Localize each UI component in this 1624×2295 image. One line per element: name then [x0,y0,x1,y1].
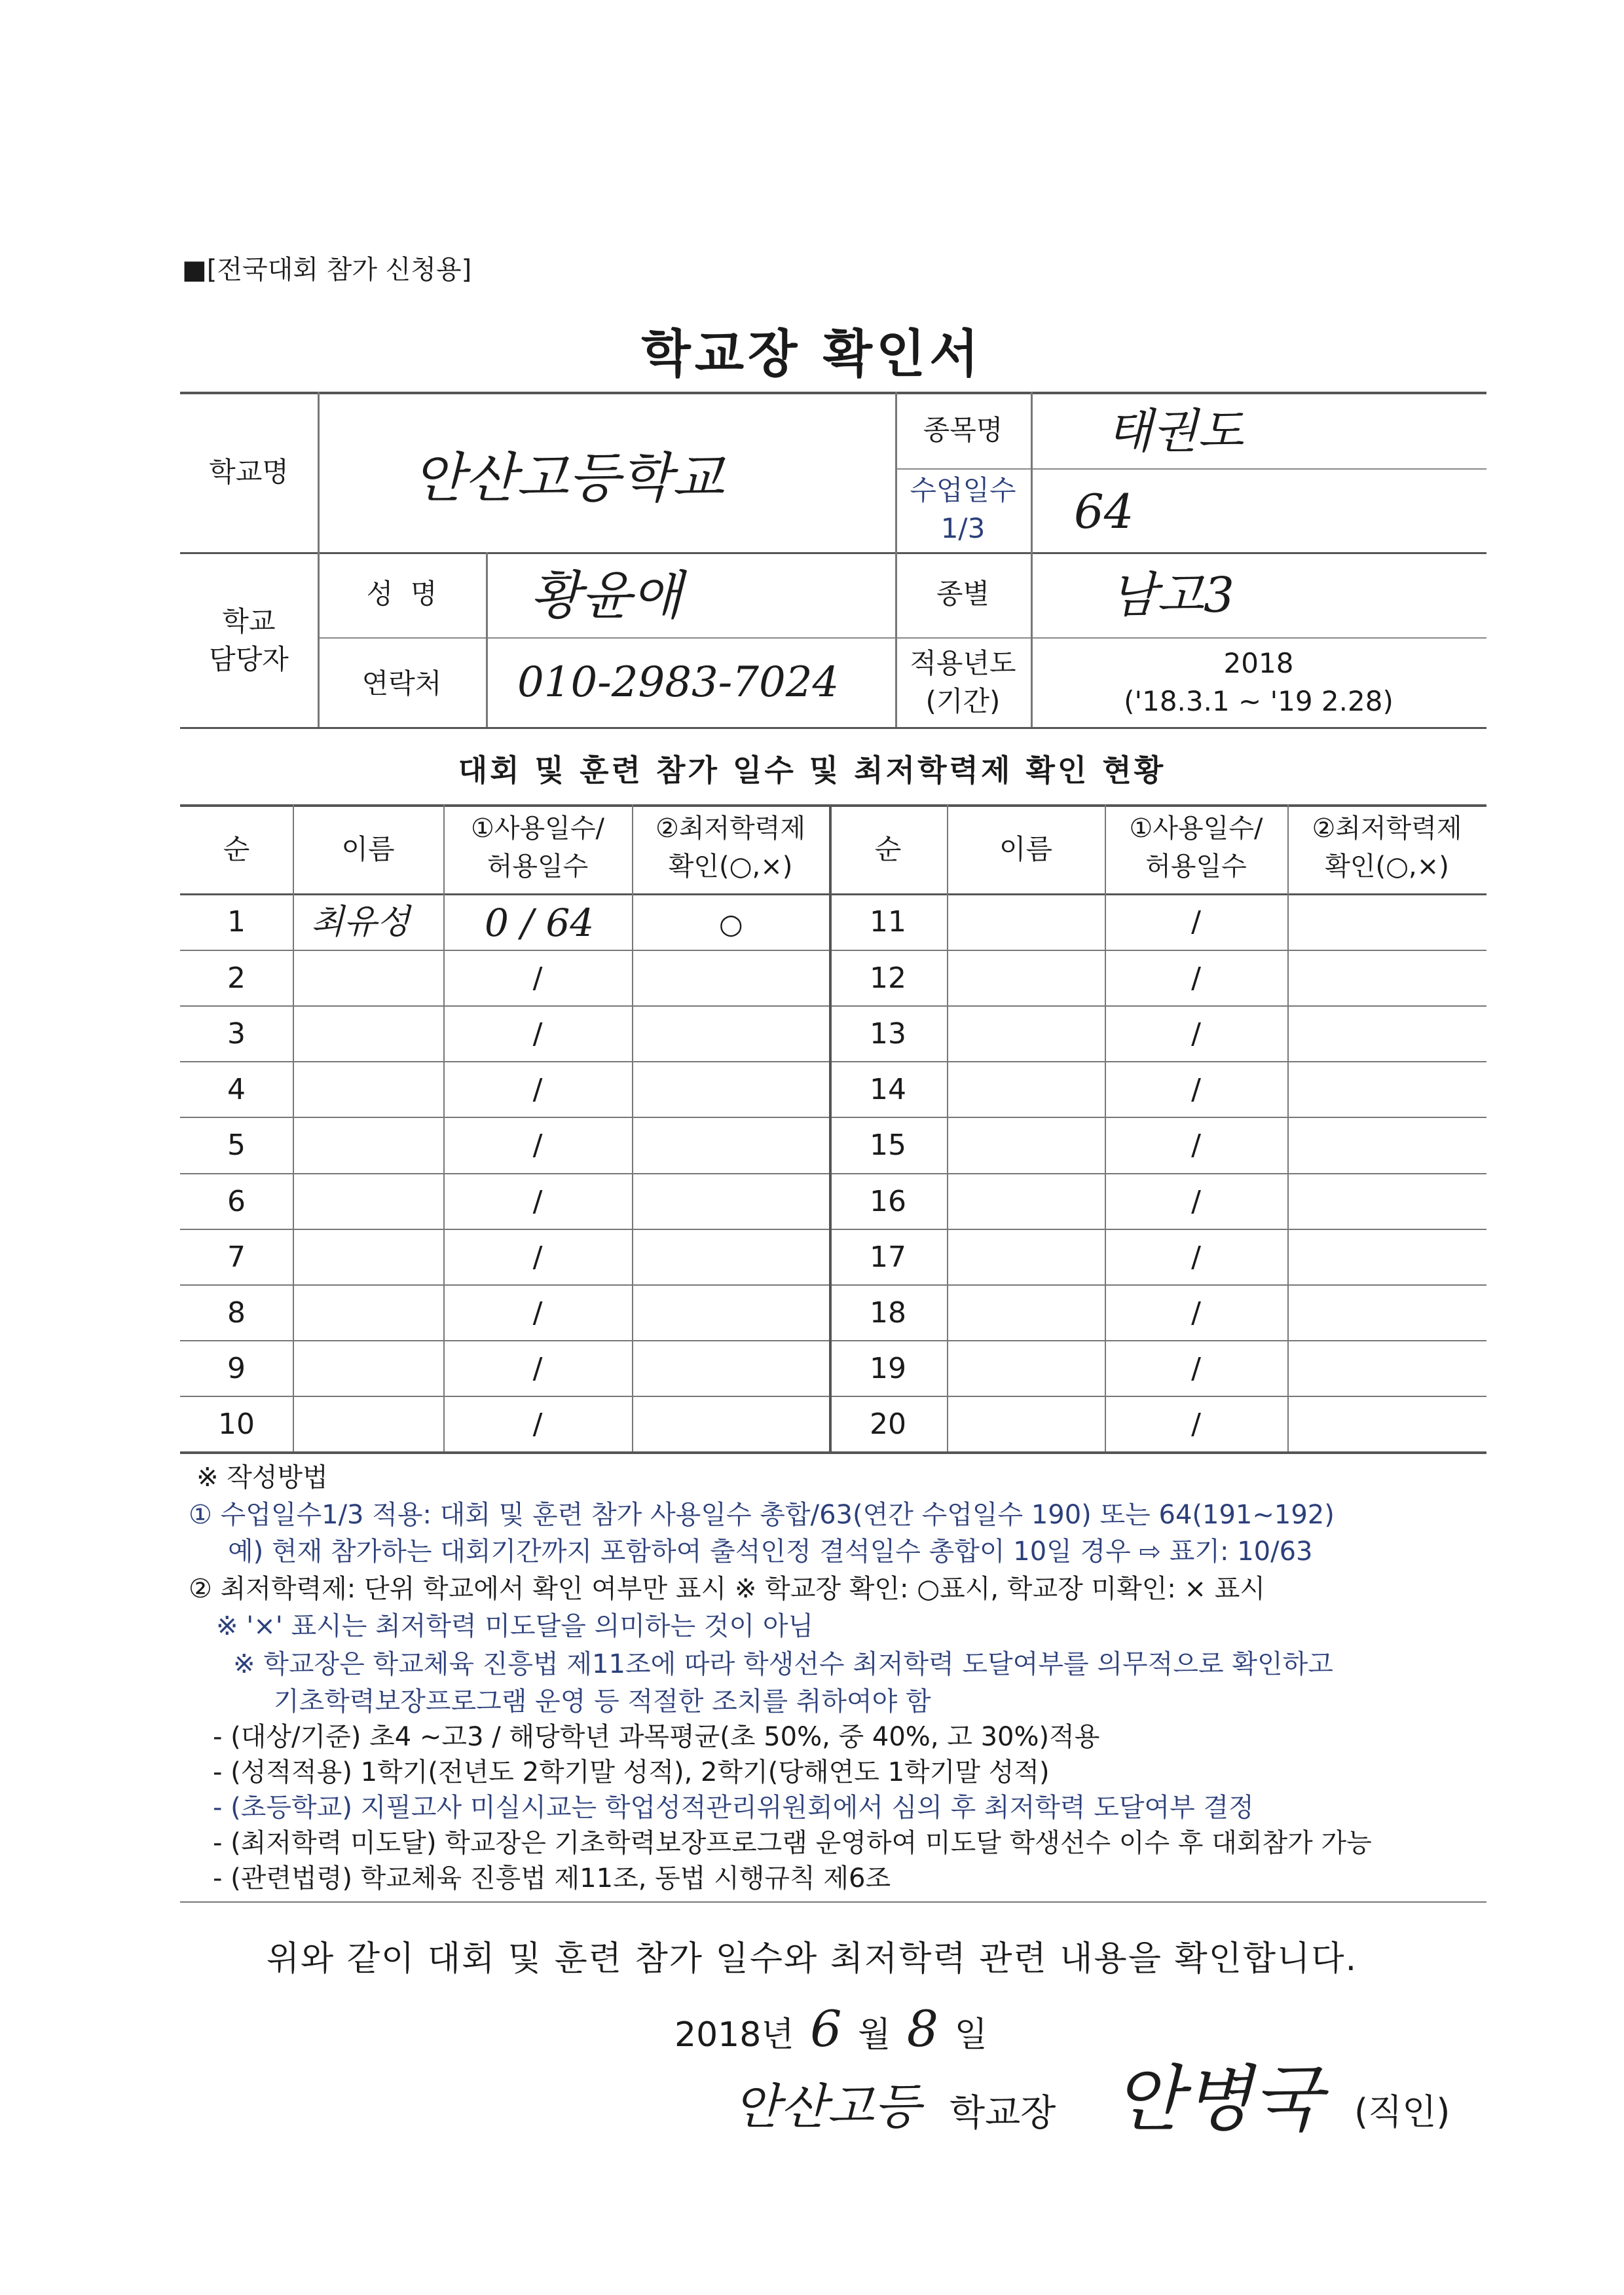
category-value: 남고3 [1110,567,1235,624]
col-no-left: 순 [223,833,250,865]
category-label: 종별 [936,578,990,610]
detail-4: - (최저학력 미도달) 학교장은 기초학력보장프로그램 운영하여 미도달 학생선수 이수 후 대회참가 가능 [213,1828,1372,1858]
signature-seal: (직인) [1354,2091,1450,2133]
col-min-right: ②최저학력제 확인(○,×) [1312,813,1462,882]
note-1: ① 수업일수1/3 적용: 대회 및 훈련 참가 사용일수 총합/63(연간 수업일수 190) 또는 64(191~192) [189,1500,1335,1530]
col-name-left: 이름 [341,833,395,865]
page-title: 학교장 확인서 [641,325,983,384]
student-days: 0 / 64 [485,901,595,945]
section-title: 대회 및 훈련 참가 일수 및 최저학력제 확인 현황 [458,753,1166,788]
notes-heading: ※ 작성방법 [196,1463,328,1493]
sport-label: 종목명 [923,414,1003,446]
date-day: 8 [906,2000,939,2058]
date-year: 2018년 [674,2015,794,2055]
contact-value: 010-2983-7024 [517,658,840,707]
sport-value: 태권도 [1107,403,1244,458]
detail-1: - (대상/기준) 초4 ~고3 / 해당학년 과목평균(초 50%, 중 40%, 고 30%)적용 [213,1722,1100,1752]
detail-3: - (초등학교) 지필고사 미실시교는 학업성적관리위원회에서 심의 후 최저학력 도달여부 결정 [213,1793,1254,1823]
note-4: ※ 학교장은 학교체육 진흥법 제11조에 따라 학생선수 최저학력 도달여부를 의무적으로 확인하고 [233,1649,1333,1679]
student-name: 최유성 [311,903,410,942]
col-no-right: 순 [874,833,902,865]
student-check: ○ [719,908,743,940]
date-month: 6 [810,2000,842,2058]
teacher-label: 학교 담당자 [209,605,289,675]
col-name-right: 이름 [999,833,1053,865]
col-min-left: ②최저학력제 확인(○,×) [655,813,806,882]
signature-school: 안산고등 [733,2079,921,2135]
signature-name: 안병국 [1113,2057,1322,2141]
school-value: 안산고등학교 [413,447,724,510]
name-value: 황윤애 [530,565,682,626]
year-label: 적용년도 (기간) [910,647,1016,717]
detail-2: - (성적적용) 1학기(전년도 2학기말 성적), 2학기(당해연도 1학기말 성적) [213,1757,1050,1787]
note-3: ※ '×' 표시는 최저학력 미도달을 의미하는 것이 아님 [216,1611,814,1641]
confirm-text: 위와 같이 대회 및 훈련 참가 일수와 최저학력 관련 내용을 확인합니다. [266,1939,1358,1979]
year-value: 2018 ('18.3.1 ~ '19 2.28) [1124,647,1393,717]
contact-label: 연락처 [361,667,442,700]
classdays-label: 수업일수 1/3 [910,474,1016,544]
note-2: ② 최저학력제: 단위 학교에서 확인 여부만 표시 ※ 학교장 확인: ○표시, 학교장 미확인: × 표시 [189,1574,1266,1604]
classdays-value: 64 [1074,484,1134,539]
date-day-unit: 일 [954,2015,987,2055]
name-label: 성 명 [366,578,437,610]
col-days-right: ①사용일수/ 허용일수 [1129,813,1263,882]
signature-title: 학교장 [950,2092,1056,2135]
school-label: 학교명 [209,456,289,488]
col-days-left: ①사용일수/ 허용일수 [471,813,604,882]
form-tag: ■[전국대회 참가 신청용] [182,255,472,285]
date-month-unit: 월 [858,2015,891,2055]
note-4-cont: 기초학력보장프로그램 운영 등 적절한 조치를 취하여야 함 [274,1687,931,1717]
detail-5: - (관련법령) 학교체육 진흥법 제11조, 동법 시행규칙 제6조 [213,1863,891,1894]
date-line [674,2000,987,2061]
note-1-example: 예) 현재 참가하는 대회기간까지 포함하여 출석인정 결석일수 총합이 10일 경우 ⇨ 표기: 10/63 [228,1537,1313,1567]
